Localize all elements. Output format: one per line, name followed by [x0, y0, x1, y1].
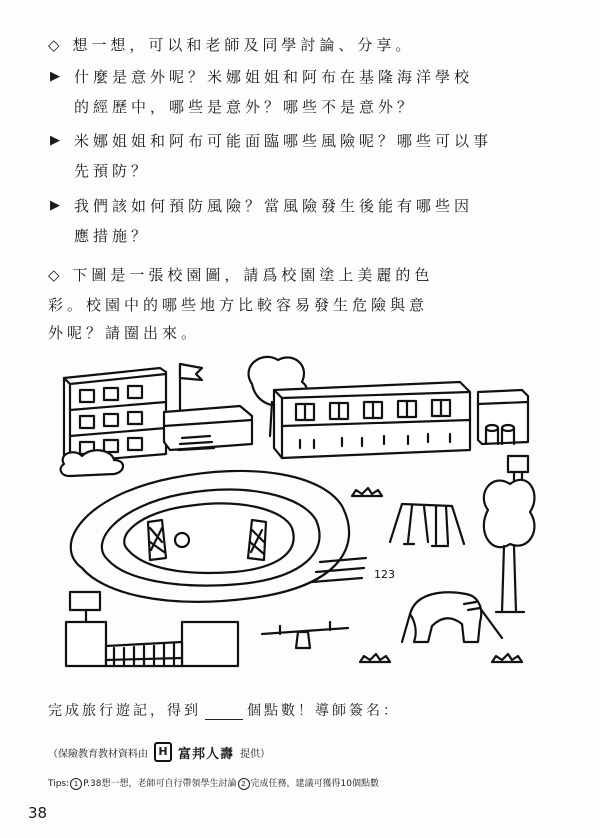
goal-left-icon — [148, 520, 166, 560]
grass-icon — [360, 654, 390, 662]
brand-name: 富邦人壽 — [178, 746, 235, 762]
seesaw-icon — [262, 622, 348, 648]
circled-number: 2 — [238, 778, 250, 790]
elephant-slide-icon — [402, 592, 502, 642]
goal-right-icon — [248, 520, 266, 560]
section2-line-2: 彩。校園中的哪些地方比較容易發生危險與意 — [48, 296, 429, 314]
main-building — [274, 382, 470, 458]
school-gate — [66, 622, 238, 666]
grass-icon — [352, 488, 382, 496]
question-1-line-2: 的經歷中，哪些是意外？哪些不是意外？ — [74, 98, 417, 116]
question-3-line-2: 應措施？ — [74, 227, 151, 245]
section2-line-3: 外呢？請圈出來。 — [48, 324, 201, 342]
points-blank[interactable] — [205, 705, 243, 720]
question-2-line-1: 米娜姐姐和阿布可能面臨哪些風險呢？哪些可以事 — [74, 132, 493, 150]
section2-line-1: ◇ 下圖是一張校園圖，請爲校園塗上美麗的色 — [48, 266, 434, 284]
page-number: 38 — [28, 804, 48, 822]
running-track — [71, 471, 366, 602]
ball-icon — [175, 533, 189, 547]
entrance-hall — [164, 406, 252, 450]
track-lane-number: 123 — [374, 568, 395, 581]
credit-line: （保險教育教材資料由 H 富邦人壽 提供） — [48, 742, 270, 762]
flag-icon — [180, 364, 202, 412]
left-building — [64, 368, 166, 462]
triangle-bullet-icon: ▶ — [50, 133, 60, 148]
triangle-bullet-icon: ▶ — [50, 69, 60, 84]
circled-number: 1 — [70, 778, 82, 790]
fubon-logo-icon: H — [154, 742, 172, 762]
tips-line: Tips: 1 P.38想一想，老師可自行帶領學生討論 2 完成任務，建議可獲得10個點數 — [48, 779, 379, 789]
question-3-line-1: 我們該如何預防風險？當風險發生後能有哪些因 — [74, 197, 474, 215]
shed — [478, 390, 528, 444]
campus-map — [52, 346, 552, 678]
diamond-icon: ◇ — [48, 36, 64, 54]
completion-line: 完成旅行遊記，得到 個點數！導師簽名： — [48, 703, 400, 719]
swing-set-icon — [390, 504, 464, 546]
tree-icon — [484, 480, 535, 612]
question-1-line-1: 什麼是意外呢？米娜姐姐和阿布在基隆海洋學校 — [74, 68, 474, 86]
section1-prompt: ◇ 想一想，可以和老師及同學討論、分享。 — [48, 36, 415, 54]
question-2-line-2: 先預防？ — [74, 162, 151, 180]
grass-icon — [492, 654, 522, 662]
diamond-icon: ◇ — [48, 266, 64, 284]
triangle-bullet-icon: ▶ — [50, 198, 60, 213]
